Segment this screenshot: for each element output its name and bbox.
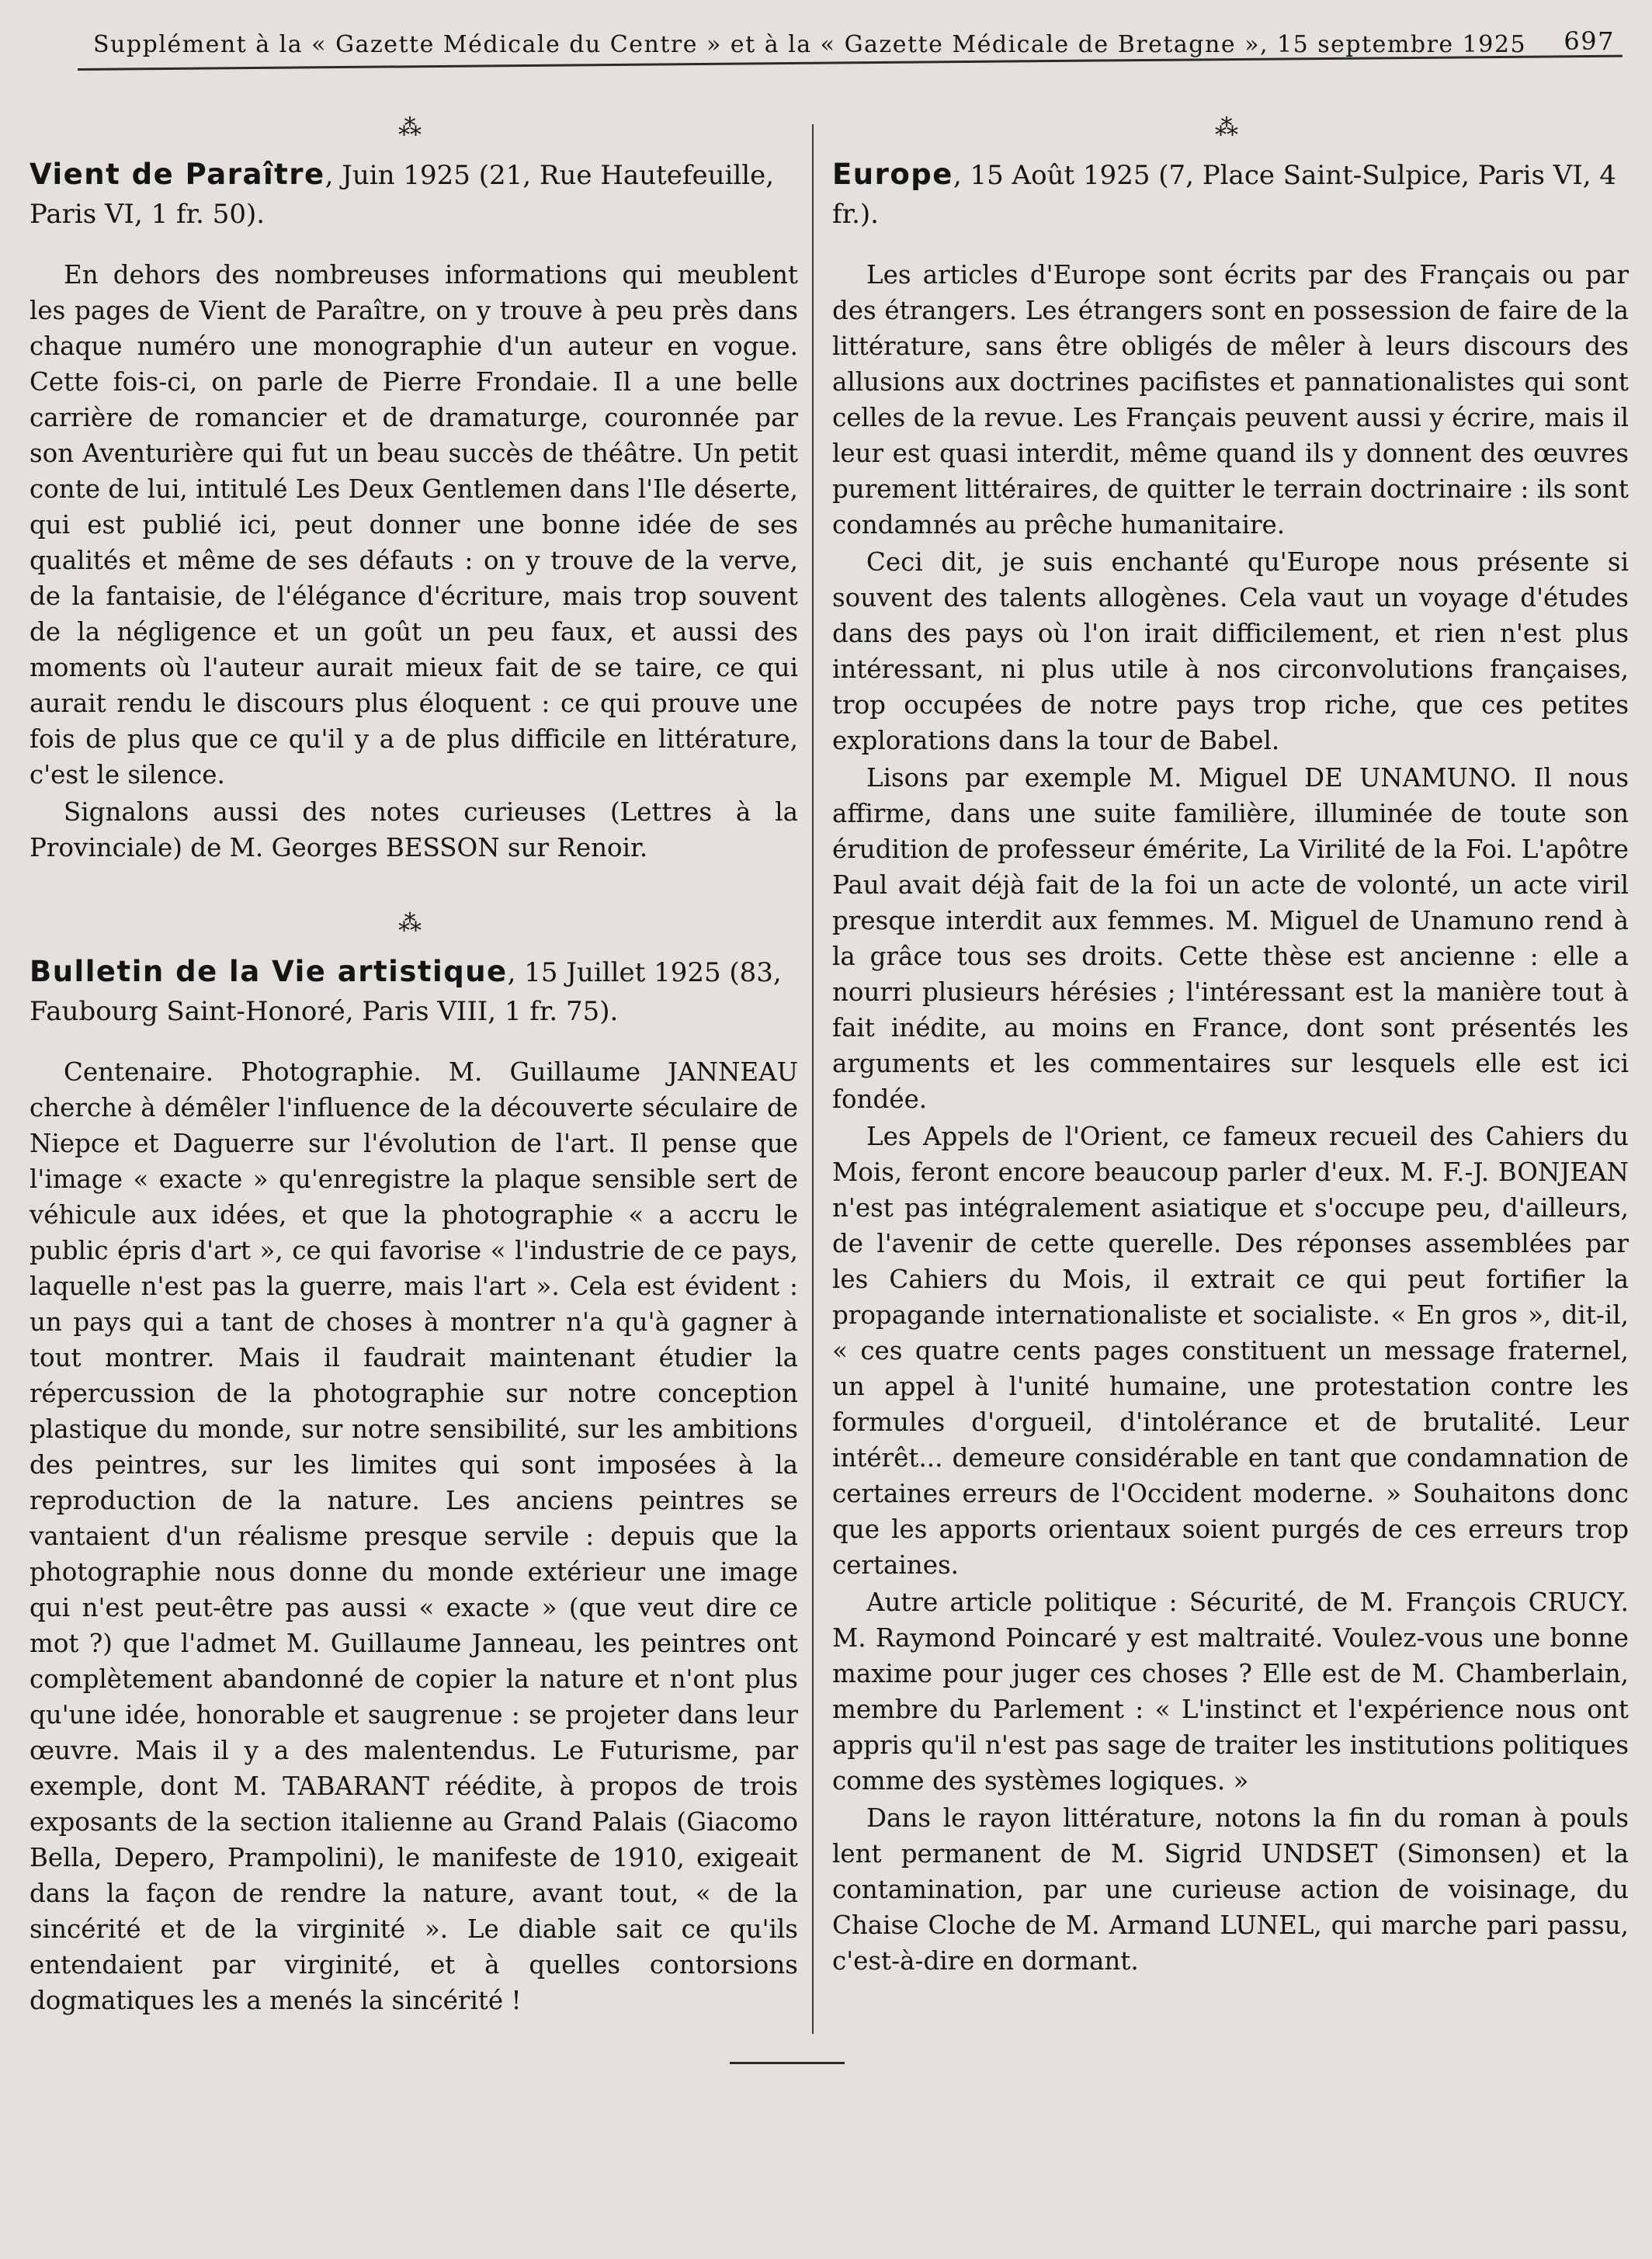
paragraph: Dans le rayon littérature, notons la fin du roman à pouls lent permanent de M. Sigrid UNDSET (Simonsen) et la contamination, par une curieuse action de voisinage, du Chaise Cloche de M. Armand LUNEL, qui marche pari passu, c'est-à-dire en dormant.: [832, 1803, 1629, 1976]
column-divider: [812, 124, 814, 2034]
section-separator: ⁂: [1215, 114, 1246, 141]
paragraph: Lisons par exemple M. Miguel DE UNAMUNO. Il nous affirme, dans une suite familière, illuminée de toute son érudition de professeur émérite, La Virilité de la Foi. L'apôtre Paul avait déjà fait de la foi un acte de volonté, un acte viril presque interdit aux femmes. M. Miguel de Unamuno rend à la grâce tous ses droits. Cette thèse est ancienne : elle a nourri plusieurs hérésies ; l'intéressant est la manière tout à fait inédite, au moins en France, dont sont présentés les arguments et les commentaires sur lesquels elle est ici fondée.: [832, 763, 1629, 1114]
entry-meta: , Juin 1925 (21, Rue Hautefeuille, Paris VI, 1 fr. 50).: [30, 160, 775, 230]
header-text: Supplément à la « Gazette Médicale du Centre » et à la « Gazette Médicale de Bretagne », 15 septembre 1925: [93, 31, 1527, 58]
end-rule: [730, 2062, 845, 2064]
left-column: [30, 116, 798, 2018]
entry-heading: [30, 155, 798, 234]
page-number: 697: [1564, 26, 1615, 56]
section-separator: ⁂: [398, 114, 429, 141]
entry-meta: , 15 Juillet 1925 (83, Faubourg Saint-Honoré, Paris VIII, 1 fr. 75).: [30, 957, 782, 1027]
paragraph: Signalons aussi des notes curieuses (Lettres à la Provinciale) de M. Georges BESSON sur Renoir.: [30, 797, 798, 862]
paragraph: Les articles d'Europe sont écrits par des Français ou par des étrangers. Les étrangers sont en possession de faire de la littérature, sans être obligés de mêler à leurs discours des allusions aux doctrines pacifistes et pannationalistes qui sont celles de la revue. Les Français peuvent aussi y écrire, mais il leur est quasi interdit, même quand ils y donnent des œuvres purement littéraires, de quitter le terrain doctrinaire : ils sont condamnés au prêche humanitaire.: [832, 260, 1629, 540]
section-separator: ⁂: [398, 910, 429, 937]
paragraph: Les Appels de l'Orient, ce fameux recueil des Cahiers du Mois, feront encore beaucoup parler d'eux. M. F.-J. BONJEAN n'est pas intégralement asiatique et s'occupe peu, d'ailleurs, de l'avenir de cette querelle. Des réponses assemblées par les Cahiers du Mois, il extrait ce qui peut fortifier la propagande internationaliste et socialiste. « En gros », dit-il, « ces quatre cents pages constituent un message fraternel, un appel à l'unité humaine, une protestation contre les formules d'orgueil, d'intolérance et de brutalité. Leur intérêt... demeure considérable en tant que condamnation de certaines erreurs de l'Occident moderne. » Souhaitons donc que les apports orientaux soient purgés de ces erreurs trop certaines.: [832, 1122, 1629, 1580]
entry-title: Europe: [832, 158, 953, 191]
entry-meta: , 15 Août 1925 (7, Place Saint-Sulpice, Paris VI, 4 fr.).: [832, 160, 1616, 230]
entry-heading: [832, 155, 1629, 234]
paragraph: En dehors des nombreuses informations qui meublent les pages de Vient de Paraître, on y trouve à peu près dans chaque numéro une monographie d'un auteur en vogue. Cette fois-ci, on parle de Pierre Frondaie. Il a une belle carrière de romancier et de dramaturge, couronnée par son Aventurière qui fut un beau succès de théâtre. Un petit conte de lui, intitulé Les Deux Gentlemen dans l'Ile déserte, qui est publié ici, peut donner une bonne idée de ses qualités et même de ses défauts : on y trouve de la verve, de la fantaisie, de l'élégance d'écriture, mais trop souvent de la négligence et un goût un peu faux, et aussi des moments où l'auteur aurait mieux fait de se taire, ce qui aurait rendu le discours plus éloquent : ce qui prouve une fois de plus que ce qu'il y a de plus difficile en littérature, c'est le silence.: [30, 260, 798, 789]
entry-heading: [30, 953, 798, 1031]
right-column: [832, 116, 1629, 1979]
paragraph: Centenaire. Photographie. M. Guillaume JANNEAU cherche à démêler l'influence de la découverte séculaire de Niepce et Daguerre sur l'évolution de l'art. Il pense que l'image « exacte » qu'enregistre la plaque sensible sert de véhicule aux idées, et que la photographie « a accru le public épris d'art », ce qui favorise « l'industrie de ce pays, laquelle n'est pas la guerre, mais l'art ». Cela est évident : un pays qui a tant de choses à montrer n'a qu'à gagner à tout montrer. Mais il faudrait maintenant étudier la répercussion de la photographie sur notre conception plastique du monde, sur notre sensibilité, sur les ambitions des peintres, sur les limites qui sont imposées à la reproduction de la nature. Les anciens peintres se vantaient d'un réalisme presque servile : depuis que la photographie nous donne du monde extérieur une image qui n'est peut-être pas aussi « exacte » (que veut dire ce mot ?) que l'admet M. Guillaume Janneau, les peintres ont complètement abandonné de copier la nature et n'ont plus qu'une idée, honorable et saugrenue : se projeter dans leur œuvre. Mais il y a des malentendus. Le Futurisme, par exemple, dont M. TABARANT réédite, à propos de trois exposants de la section italienne au Grand Palais (Giacomo Bella, Depero, Prampolini), le manifeste de 1910, exigeait dans la façon de rendre la nature, avant tout, « de la sincérité et de la virginité ». Le diable sait ce qu'ils entendaient par virginité, et à quelles contorsions dogmatiques les a menés la sincérité !: [30, 1057, 798, 2015]
entry-title: Vient de Paraître: [30, 158, 325, 191]
paragraph: Ceci dit, je suis enchanté qu'Europe nous présente si souvent des talents allogènes. Cela vaut un voyage d'études dans des pays où l'on irait difficilement, et rien n'est plus intéressant, ni plus utile à nos circonvolutions françaises, trop occupées de notre pays trop riche, que ces petites explorations dans la tour de Babel.: [832, 547, 1629, 755]
paragraph: Autre article politique : Sécurité, de M. François CRUCY. M. Raymond Poincaré y est maltraité. Voulez-vous une bonne maxime pour juger ces choses ? Elle est de M. Chamberlain, membre du Parlement : « L'instinct et l'expérience nous ont appris qu'il n'est pas sage de traiter les institutions politiques comme des systèmes logiques. »: [832, 1588, 1629, 1796]
entry-title: Bulletin de la Vie artistique: [30, 955, 508, 988]
